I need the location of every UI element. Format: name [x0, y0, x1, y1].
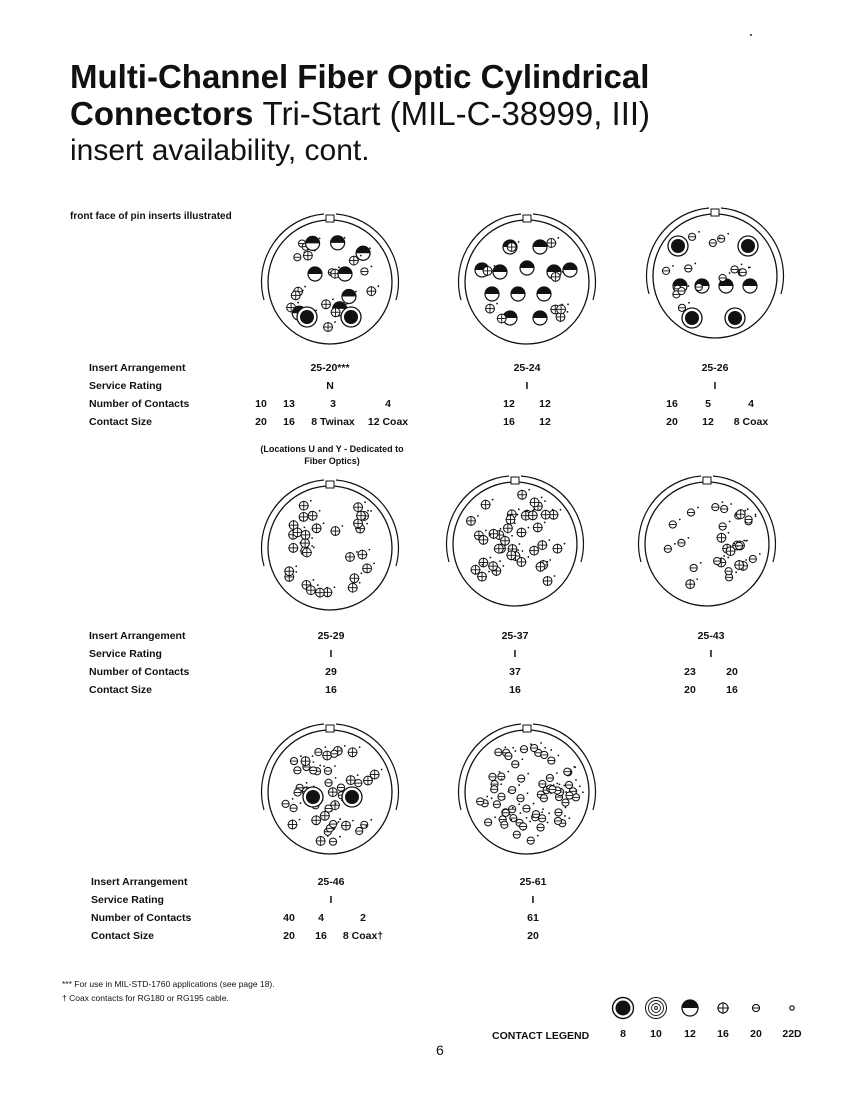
contacts-value: 12	[539, 398, 551, 410]
label-insert-arrangement: Insert Arrangement	[89, 630, 186, 642]
contacts-value: 4	[748, 398, 754, 410]
contacts-value: 37	[509, 666, 521, 678]
service-value: I	[531, 894, 535, 906]
size-value: 16	[726, 684, 738, 696]
contacts-value: 29	[325, 666, 337, 678]
tiny-circle-icon	[780, 996, 804, 1020]
size-value: 8 Coax†	[342, 930, 384, 942]
footnote-mil-std: *** For use in MIL-STD-1760 applications (see page 18).	[62, 979, 275, 989]
legend-item-8	[605, 996, 641, 1040]
arrangement-value: 25-29	[317, 630, 345, 642]
service-value: I	[329, 648, 333, 660]
arrangement-value: 25-24	[513, 362, 541, 374]
label-number-of-contacts: Number of Contacts	[91, 912, 192, 924]
size-value: 16	[325, 684, 337, 696]
concentric-circle-icon	[644, 996, 668, 1020]
contact-legend-label: CONTACT LEGEND	[492, 1030, 590, 1042]
row-labels-1	[89, 359, 189, 431]
arrangement-value: 25-37	[501, 630, 529, 642]
size-value: 20	[255, 416, 267, 428]
column-25-61	[433, 873, 633, 945]
front-face-note: front face of pin inserts illustrated	[70, 211, 232, 222]
size-value: 8 Twinax	[311, 416, 355, 428]
label-contact-size: Contact Size	[91, 930, 155, 942]
size-value: 16	[509, 684, 521, 696]
legend-size: 20	[750, 1028, 762, 1040]
dedicated-note-line-1: (Locations U and Y - Dedicated to	[260, 444, 404, 454]
contacts-value: 4	[385, 398, 391, 410]
contacts-value: 4	[318, 912, 324, 924]
scan-speck	[750, 34, 752, 36]
solid-circle-icon	[611, 996, 635, 1020]
legend-item-10	[638, 996, 674, 1040]
column-25-43	[611, 627, 811, 699]
label-contact-size: Contact Size	[89, 684, 153, 696]
contacts-value: 3	[330, 398, 336, 410]
size-value: 20	[527, 930, 539, 942]
legend-size: 22D	[782, 1028, 802, 1040]
contacts-value: 23	[684, 666, 696, 678]
size-value: 20	[666, 416, 678, 428]
legend-item-20	[738, 996, 774, 1040]
size-value: 20	[283, 930, 295, 942]
title-light-part: Tri-Start (MIL-C-38999, III)	[262, 95, 651, 132]
column-25-24	[427, 359, 627, 431]
size-value: 16	[315, 930, 327, 942]
legend-size: 8	[620, 1028, 626, 1040]
contacts-value: 10	[255, 398, 267, 410]
title-line-1: Multi-Channel Fiber Optic Cylindrical	[70, 58, 650, 95]
contacts-value: 16	[666, 398, 678, 410]
insert-diagram-25-24	[452, 212, 602, 357]
legend-item-16	[705, 996, 741, 1040]
arrangement-value: 25-26	[701, 362, 729, 374]
size-value: 12	[539, 416, 551, 428]
service-value: I	[329, 894, 333, 906]
size-value: 12	[702, 416, 714, 428]
size-value: 16	[503, 416, 515, 428]
title-line-3: insert availability, cont.	[70, 134, 370, 167]
contacts-value: 61	[527, 912, 539, 924]
row-labels-3	[91, 873, 191, 945]
label-insert-arrangement: Insert Arrangement	[89, 362, 186, 374]
dedicated-fiber-note	[232, 443, 432, 467]
dedicated-note-line-2: Fiber Optics)	[304, 456, 360, 466]
label-contact-size: Contact Size	[89, 416, 153, 428]
insert-diagram-25-37	[440, 474, 590, 619]
service-value: N	[326, 380, 334, 392]
service-value: I	[525, 380, 529, 392]
column-25-20	[230, 359, 430, 431]
contacts-value: 20	[726, 666, 738, 678]
insert-diagram-25-29	[255, 478, 405, 623]
contacts-value: 40	[283, 912, 295, 924]
label-number-of-contacts: Number of Contacts	[89, 398, 190, 410]
row-labels-2	[89, 627, 189, 699]
insert-diagram-25-26	[640, 206, 790, 351]
contacts-value: 5	[705, 398, 711, 410]
label-insert-arrangement: Insert Arrangement	[91, 876, 188, 888]
arrangement-value: 25-61	[519, 876, 547, 888]
column-25-46	[231, 873, 431, 945]
service-value: I	[513, 648, 517, 660]
column-25-29	[231, 627, 431, 699]
label-service-rating: Service Rating	[89, 380, 162, 392]
column-25-26	[615, 359, 815, 431]
contacts-value: 2	[360, 912, 366, 924]
label-service-rating: Service Rating	[89, 648, 162, 660]
small-dash-circle-icon	[744, 996, 768, 1020]
insert-diagram-25-20	[255, 212, 405, 357]
page-title	[70, 58, 830, 169]
title-bold-connectors: Connectors	[70, 95, 254, 132]
service-value: I	[709, 648, 713, 660]
legend-item-22d	[774, 996, 810, 1040]
contacts-value: 13	[283, 398, 295, 410]
contact-legend	[492, 996, 822, 1046]
insert-diagram-25-61	[452, 722, 602, 867]
arrangement-value: 25-43	[697, 630, 725, 642]
size-value: 8 Coax	[733, 416, 769, 428]
legend-size: 12	[684, 1028, 696, 1040]
arrangement-value: 25-46	[317, 876, 345, 888]
contacts-value: 12	[503, 398, 515, 410]
size-value: 20	[684, 684, 696, 696]
service-value: I	[713, 380, 717, 392]
label-service-rating: Service Rating	[91, 894, 164, 906]
arrangement-value: 25-20***	[310, 362, 350, 374]
insert-diagram-25-46	[255, 722, 405, 867]
insert-diagram-25-43	[632, 474, 782, 619]
legend-size: 16	[717, 1028, 729, 1040]
size-value: 16	[283, 416, 295, 428]
half-filled-circle-icon	[678, 996, 702, 1020]
footnote-coax: † Coax contacts for RG180 or RG195 cable.	[62, 993, 229, 1003]
label-number-of-contacts: Number of Contacts	[89, 666, 190, 678]
page-number: 6	[436, 1042, 444, 1058]
legend-item-12	[672, 996, 708, 1040]
legend-size: 10	[650, 1028, 662, 1040]
size-value: 12 Coax	[367, 416, 409, 428]
crosshair-circle-icon	[711, 996, 735, 1020]
column-25-37	[415, 627, 615, 699]
